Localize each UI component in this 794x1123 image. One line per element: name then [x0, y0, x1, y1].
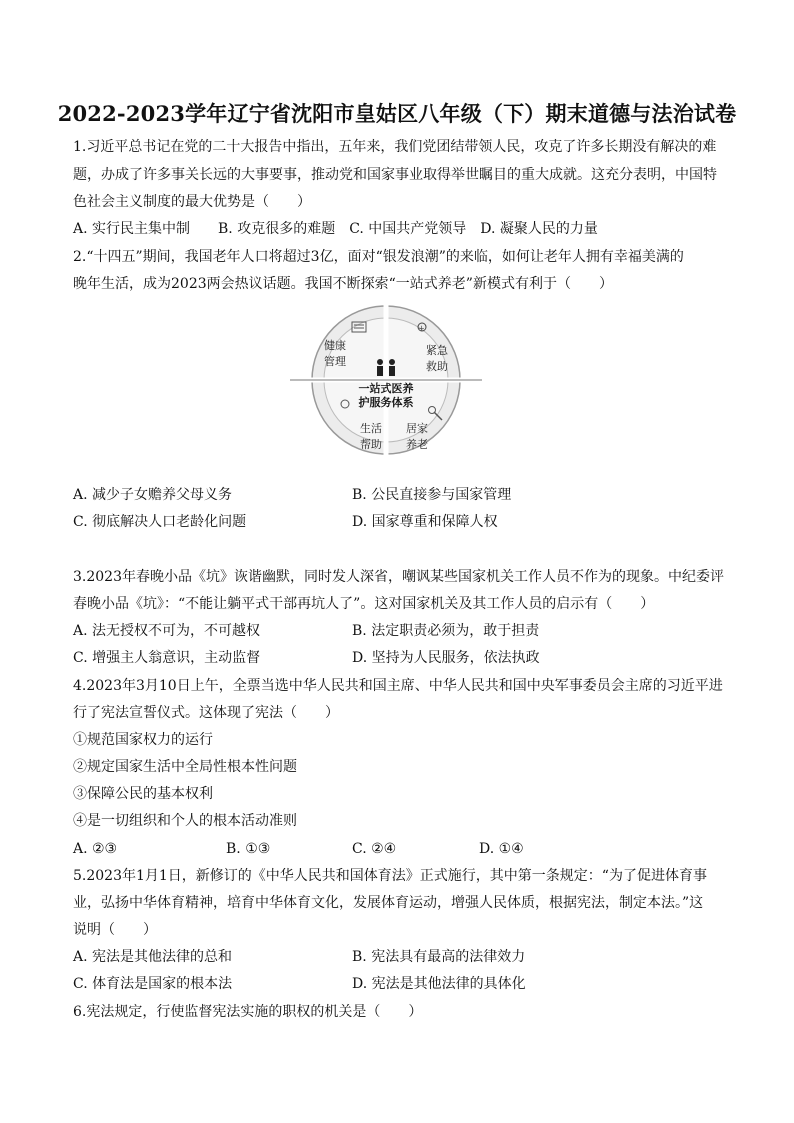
q2-stem-line1: 2.“十四五”期间，我国老年人口将超过3亿，面对“银发浪潮”的来临，如何让老年人拥有幸福美满的	[73, 249, 684, 265]
q2-option-c: C. 彻底解决人口老龄化问题	[73, 514, 247, 530]
q4-option-d: D. ①④	[479, 841, 524, 857]
q1-options: A. 实行民主集中制 B. 攻克很多的难题 C. 中国共产党领导 D. 凝聚人民的力量	[73, 221, 598, 237]
q4-item-1: ①规范国家权力的运行	[73, 732, 213, 748]
q1-stem-line3: 色社会主义制度的最大优势是（ ）	[73, 194, 311, 210]
page-title: 2022-2023学年辽宁省沈阳市皇姑区八年级（下）期末道德与法治试卷	[57, 101, 737, 126]
q5-option-c: C. 体育法是国家的根本法	[73, 976, 233, 992]
q3-option-c: C. 增强主人翁意识，主动监督	[73, 650, 261, 666]
label-home-care-2: 养老	[406, 438, 428, 451]
q4-item-4: ④是一切组织和个人的根本活动准则	[73, 813, 297, 829]
q4-option-c: C. ②④	[352, 841, 397, 857]
q1-stem-line1: 1.习近平总书记在党的二十大报告中指出，五年来，我们党团结带领人民，攻克了许多长期没有解决的难	[73, 139, 717, 155]
q1-stem-line2: 题，办成了许多事关长远的大事要事，推动党和国家事业取得举世瞩目的重大成就。这充分表明，中国特	[73, 167, 717, 183]
elderly-care-diagram	[286, 300, 486, 462]
q4-item-3: ③保障公民的基本权利	[73, 786, 213, 802]
q2-option-b: B. 公民直接参与国家管理	[352, 487, 512, 503]
q5-option-b: B. 宪法具有最高的法律效力	[352, 949, 526, 965]
q5-option-a: A. 宪法是其他法律的总和	[73, 949, 233, 965]
q5-option-d: D. 宪法是其他法律的具体化	[352, 976, 526, 992]
label-emergency-aid-1: 紧急	[426, 344, 448, 357]
svg-text:+: +	[418, 324, 425, 333]
q4-item-2: ②规定国家生活中全局性根本性问题	[73, 759, 297, 775]
label-health-management-1: 健康	[324, 339, 346, 352]
q3-option-a: A. 法无授权不可为，不可越权	[73, 623, 261, 639]
label-home-care-1: 居家	[406, 422, 428, 435]
q4-option-a: A. ②③	[73, 841, 118, 857]
q5-stem-line1: 5.2023年1月1日，新修订的《中华人民共和国体育法》正式施行，其中第一条规定：“为了促进体育事	[73, 868, 707, 884]
label-life-help-2: 帮助	[360, 438, 382, 451]
q2-option-a: A. 减少子女赡养父母义务	[73, 487, 233, 503]
label-life-help-1: 生活	[360, 422, 382, 435]
q3-stem-line1: 3.2023年春晚小品《坑》诙谐幽默，同时发人深省，嘲讽某些国家机关工作人员不作为的现象。中纪委评	[73, 569, 724, 585]
q5-stem-line3: 说明（ ）	[73, 922, 157, 938]
care-circle-graphic	[286, 300, 486, 462]
q3-stem-line2: 春晚小品《坑》：“不能让躺平式干部再坑人了”。这对国家机关及其工作人员的启示有（ ）	[73, 596, 655, 612]
q6-stem-line1: 6.宪法规定，行使监督宪法实施的职权的机关是（ ）	[73, 1004, 423, 1020]
center-label-1: 一站式医养	[358, 382, 414, 395]
q2-option-d: D. 国家尊重和保障人权	[352, 514, 498, 530]
q4-stem-line2: 行了宪法宣誓仪式。这体现了宪法（ ）	[73, 705, 339, 721]
label-health-management-2: 管理	[324, 355, 346, 368]
q5-stem-line2: 业，弘扬中华体育精神，培育中华体育文化，发展体育运动，增强人民体质，根据宪法，制定本法。”这	[73, 895, 704, 911]
center-label-2: 护服务体系	[358, 396, 414, 409]
q4-option-b: B. ①③	[226, 841, 271, 857]
q2-stem-line2: 晚年生活，成为2023两会热议话题。我国不断探索“一站式养老”新模式有利于（ ）	[73, 276, 613, 292]
q3-option-b: B. 法定职责必须为，敢于担责	[352, 623, 540, 639]
q3-option-d: D. 坚持为人民服务，依法执政	[352, 650, 540, 666]
q4-stem-line1: 4.2023年3月10日上午，全票当选中华人民共和国主席、中华人民共和国中央军事委员会主席的习近平进	[73, 678, 723, 694]
label-emergency-aid-2: 救助	[426, 360, 448, 373]
